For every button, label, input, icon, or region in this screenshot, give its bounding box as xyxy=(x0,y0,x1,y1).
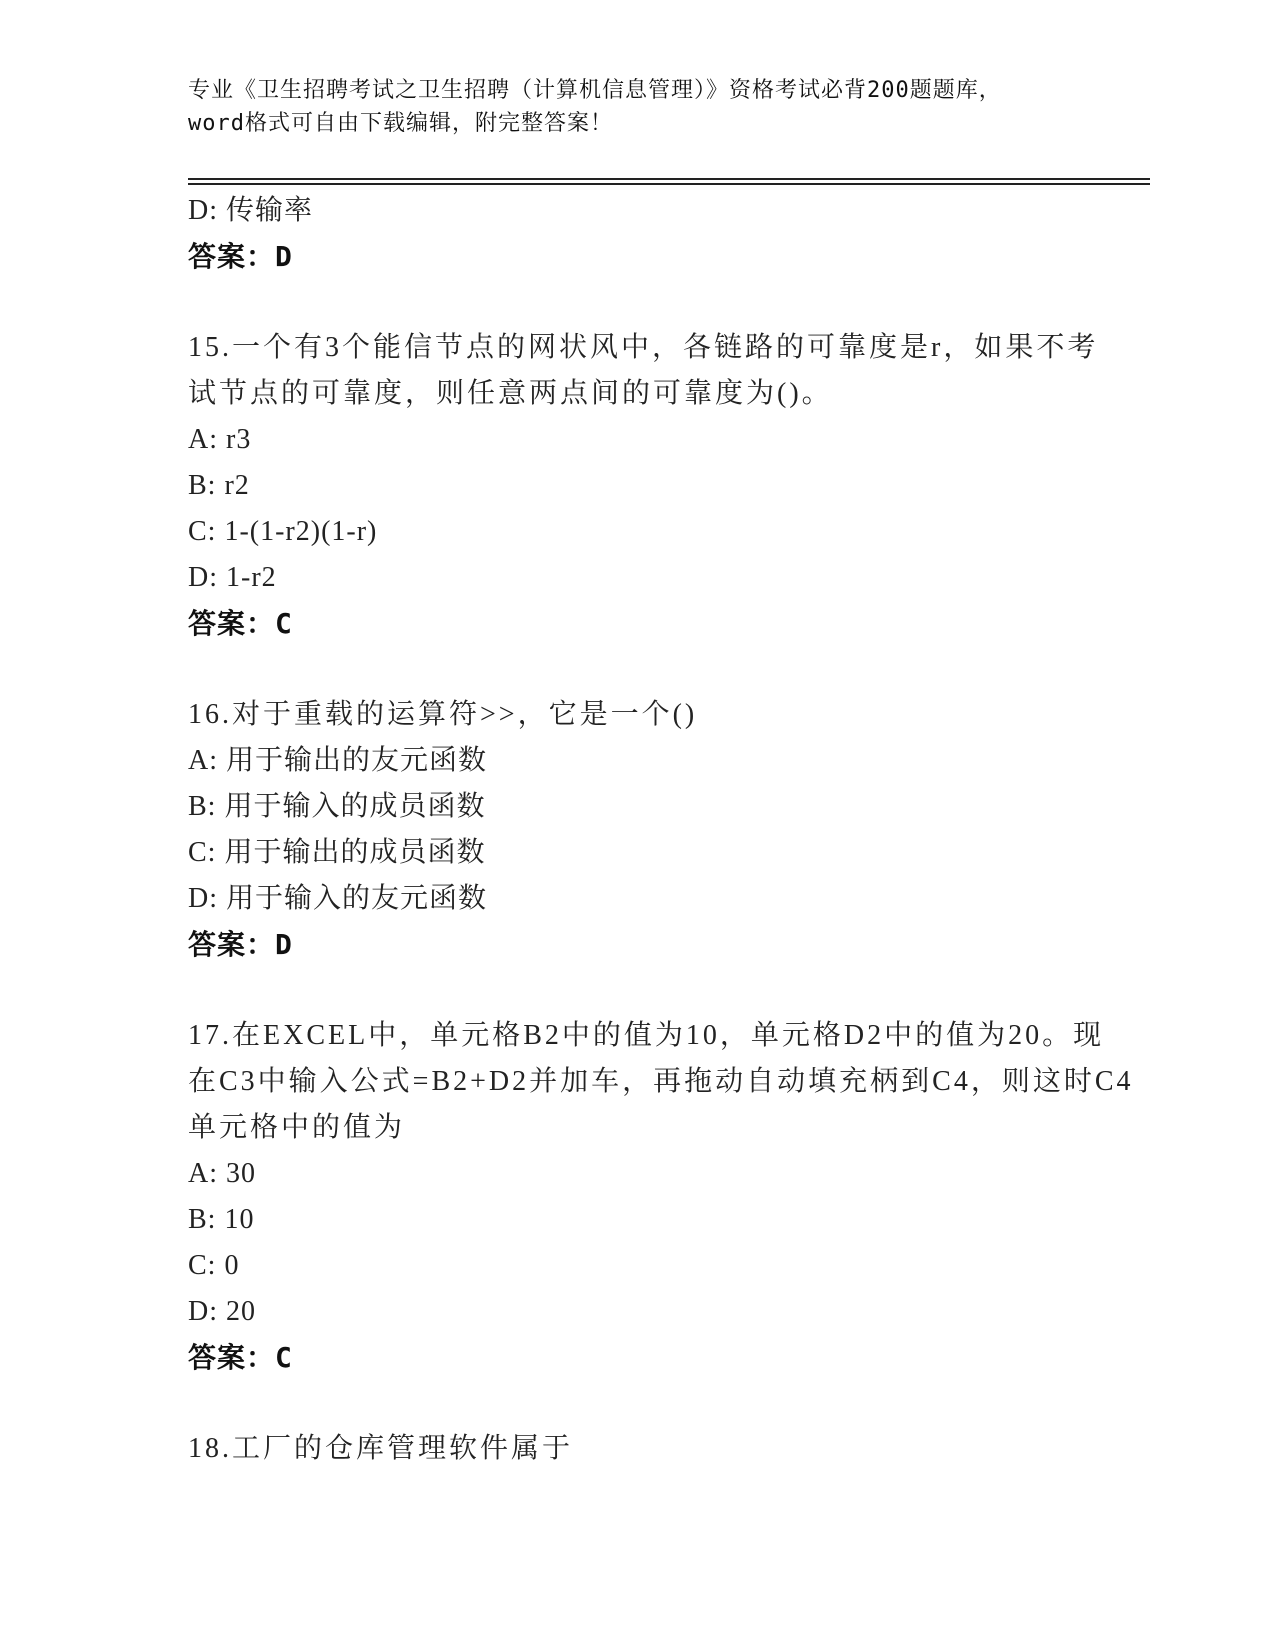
question-15 xyxy=(188,325,1099,647)
option-a: A: r3 xyxy=(188,424,252,455)
question-stem: 单元格中的值为 xyxy=(188,1112,406,1143)
question-stem: 15.一个有3个能信节点的网状风中，各链路的可靠度是r，如果不考 xyxy=(188,332,1099,363)
option-a: A: 用于输出的友元函数 xyxy=(188,745,488,776)
question-17 xyxy=(188,1013,1134,1381)
question-18 xyxy=(188,1426,1088,1472)
answer-label: 答案：C xyxy=(188,1341,293,1374)
question-stem: 试节点的可靠度，则任意两点间的可靠度为()。 xyxy=(188,378,833,409)
option-d: D: 20 xyxy=(188,1296,256,1327)
header-divider-top xyxy=(188,178,1150,180)
answer-label: 答案：D xyxy=(188,928,293,961)
answer-label: 答案：C xyxy=(188,607,293,640)
option-d: D: 用于输入的友元函数 xyxy=(188,883,488,914)
option-d: D: 1-r2 xyxy=(188,562,277,593)
spacer xyxy=(188,968,1088,1013)
option-b: B: r2 xyxy=(188,470,250,501)
document-header xyxy=(188,74,1088,140)
header-title-line-1: 专业《卫生招聘考试之卫生招聘（计算机信息管理）》资格考试必背200题题库， xyxy=(188,78,1002,103)
option-a: A: 30 xyxy=(188,1158,256,1189)
header-title-line-2: word格式可自由下载编辑，附完整答案！ xyxy=(188,111,613,136)
question-16 xyxy=(188,692,1088,968)
option-c: C: 用于输出的成员函数 xyxy=(188,837,486,868)
spacer xyxy=(188,647,1088,692)
header-divider-bottom xyxy=(188,183,1150,185)
question-stem: 16.对于重载的运算符>>，它是一个() xyxy=(188,699,698,730)
prev-option-d: D: 传输率 xyxy=(188,195,314,226)
question-stem: 17.在EXCEL中，单元格B2中的值为10，单元格D2中的值为20。现 xyxy=(188,1020,1105,1051)
spacer xyxy=(188,1381,1088,1426)
prev-answer: 答案：D xyxy=(188,240,293,273)
question-stem: 在C3中输入公式=B2+D2并加车，再拖动自动填充柄到C4，则这时C4 xyxy=(188,1066,1134,1097)
option-b: B: 10 xyxy=(188,1204,255,1235)
option-c: C: 1-(1-r2)(1-r) xyxy=(188,516,378,547)
option-c: C: 0 xyxy=(188,1250,240,1281)
question-stem: 18.工厂的仓库管理软件属于 xyxy=(188,1433,574,1464)
spacer xyxy=(188,280,1088,325)
option-b: B: 用于输入的成员函数 xyxy=(188,791,486,822)
question-list xyxy=(188,188,1134,1472)
